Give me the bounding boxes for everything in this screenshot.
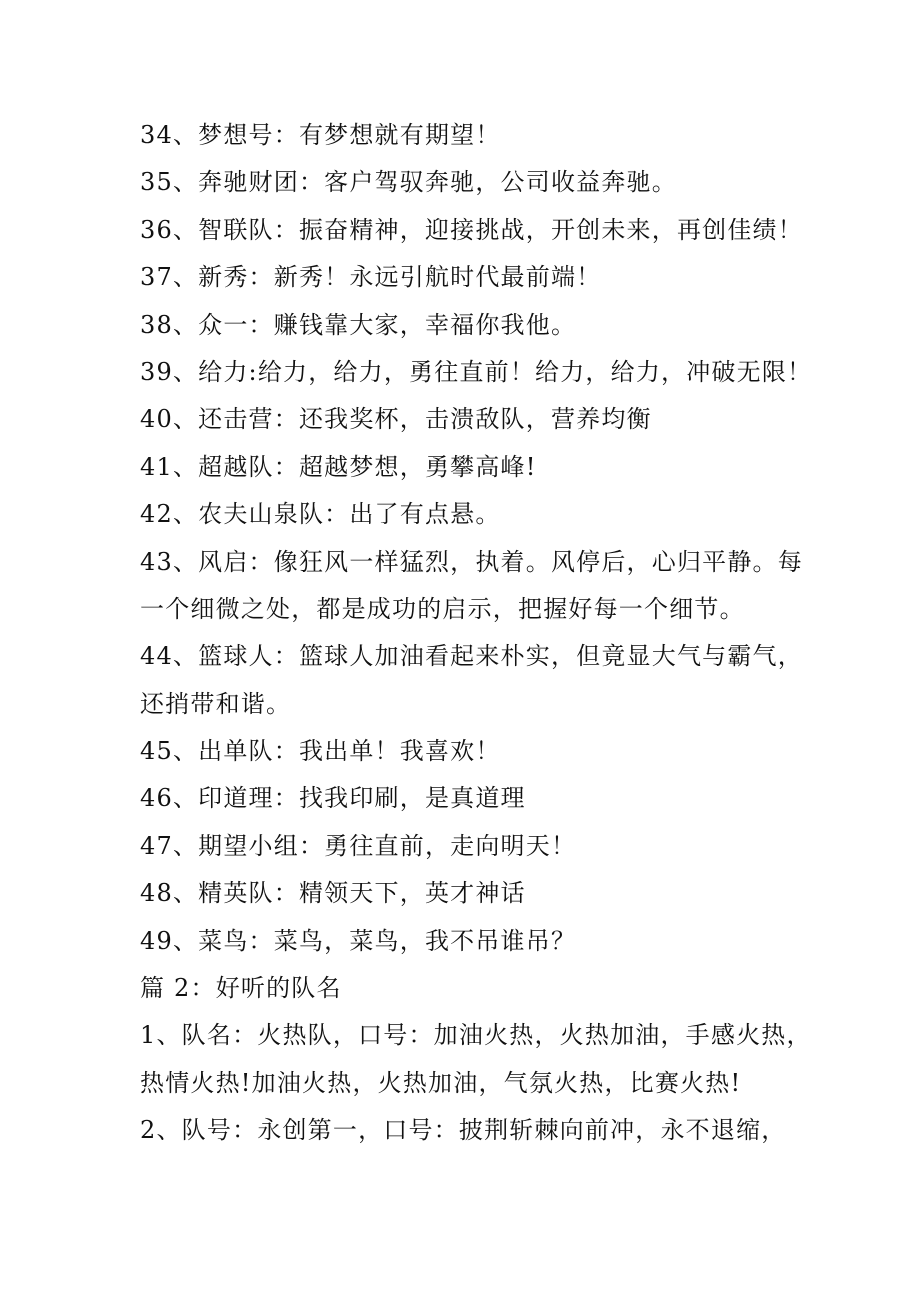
text-line: 43、风启：像狂风一样猛烈，执着。风停后，心归平静。每	[140, 547, 803, 576]
text-line: 37、新秀：新秀！永远引航时代最前端！	[140, 263, 602, 292]
text-line: 还捎带和谐。	[140, 689, 292, 718]
text-line: 2、队号：永创第一，口号：披荆斩棘向前冲，永不退缩，	[140, 1116, 787, 1145]
text-line: 47、期望小组：勇往直前，走向明天！	[140, 831, 577, 860]
document-body	[140, 112, 813, 1155]
text-line: 34、梦想号：有梦想就有期望！	[140, 121, 501, 149]
text-line: 45、出单队：我出单！我喜欢！	[140, 737, 501, 766]
text-line: 49、菜鸟：菜鸟，菜鸟，我不吊谁吊？	[140, 926, 577, 955]
text-line: 1、队名：火热队，口号：加油火热，火热加油，手感火热，	[140, 1021, 812, 1050]
text-line: 40、还击营：还我奖杯，击溃敌队，营养均衡	[140, 405, 652, 434]
text-line: 热情火热!加油火热，火热加油，气氛火热，比赛火热!	[140, 1068, 742, 1097]
text-line: 一个细微之处，都是成功的启示，把握好每一个细节。	[140, 594, 745, 623]
text-line: 35、奔驰财团：客户驾驭奔驰，公司收益奔驰。	[140, 168, 677, 197]
text-line: 44、篮球人：篮球人加油看起来朴实，但竟显大气与霸气，	[140, 642, 803, 671]
section-heading: 篇 2：好听的队名	[140, 974, 342, 1003]
text-line: 36、智联队：振奋精神，迎接挑战，开创未来，再创佳绩！	[140, 215, 803, 244]
text-line: 46、印道理：找我印刷，是真道理	[140, 784, 526, 813]
text-line: 48、精英队：精领天下，英才神话	[140, 879, 526, 908]
text-line: 39、给力:给力，给力，勇往直前！给力，给力，冲破无限！	[140, 357, 813, 386]
text-line: 38、众一：赚钱靠大家，幸福你我他。	[140, 310, 577, 339]
text-line: 41、超越队：超越梦想，勇攀高峰!	[140, 452, 537, 481]
text-line: 42、农夫山泉队：出了有点悬。	[140, 500, 501, 529]
